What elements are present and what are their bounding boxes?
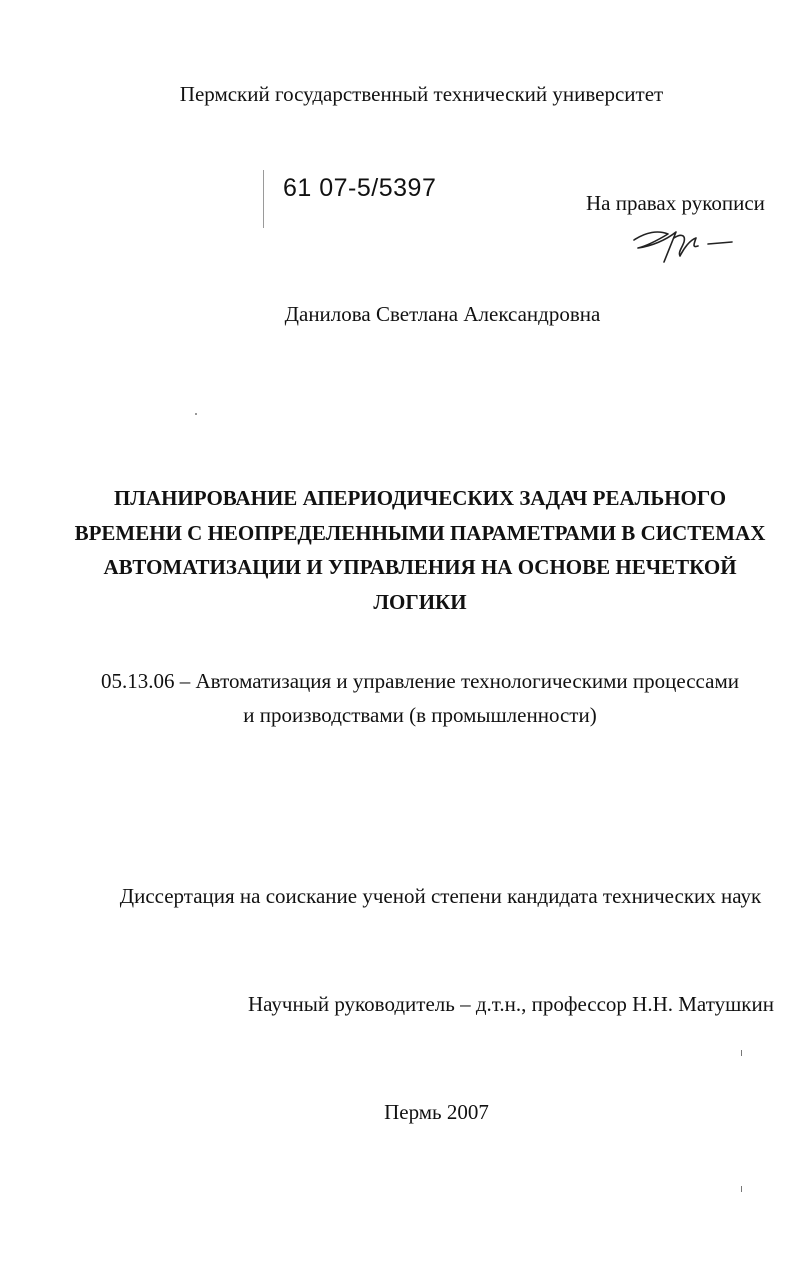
title-line: ПЛАНИРОВАНИЕ АПЕРИОДИЧЕСКИХ ЗАДАЧ РЕАЛЬНОГО [113, 486, 727, 510]
title-line: АВТОМАТИЗАЦИИ И УПРАВЛЕНИЯ НА ОСНОВЕ НЕЧЕТКОЙ [103, 555, 737, 579]
author-name: Данилова Светлана Александровна [284, 302, 601, 326]
scientific-supervisor: Научный руководитель – д.т.н., профессор Н.Н. Матушкин [248, 992, 774, 1016]
signature-icon [628, 218, 738, 268]
city-year: Пермь 2007 [384, 1100, 489, 1124]
title-line: ВРЕМЕНИ С НЕОПРЕДЕЛЕННЫМИ ПАРАМЕТРАМИ В СИСТЕМАХ [74, 520, 766, 545]
scan-speck [741, 1050, 742, 1056]
dissertation-title [60, 481, 780, 619]
scan-speck [741, 1186, 742, 1192]
university-name: Пермский государственный технический университет [179, 82, 664, 106]
specialty-code [60, 664, 780, 732]
specialty-line: 05.13.06 – Автоматизация и управление технологическими процессами [101, 669, 739, 693]
stamp-number: 61 07-5/5397 [283, 174, 437, 202]
specialty-line: и производствами (в промышленности) [243, 703, 597, 727]
rights-notice: На правах рукописи [586, 191, 765, 215]
title-line: ЛОГИКИ [373, 589, 467, 614]
stamp-margin-line [263, 170, 264, 228]
scan-speck [195, 413, 197, 415]
degree-statement: Диссертация на соискание ученой степени кандидата технических наук [119, 884, 762, 908]
